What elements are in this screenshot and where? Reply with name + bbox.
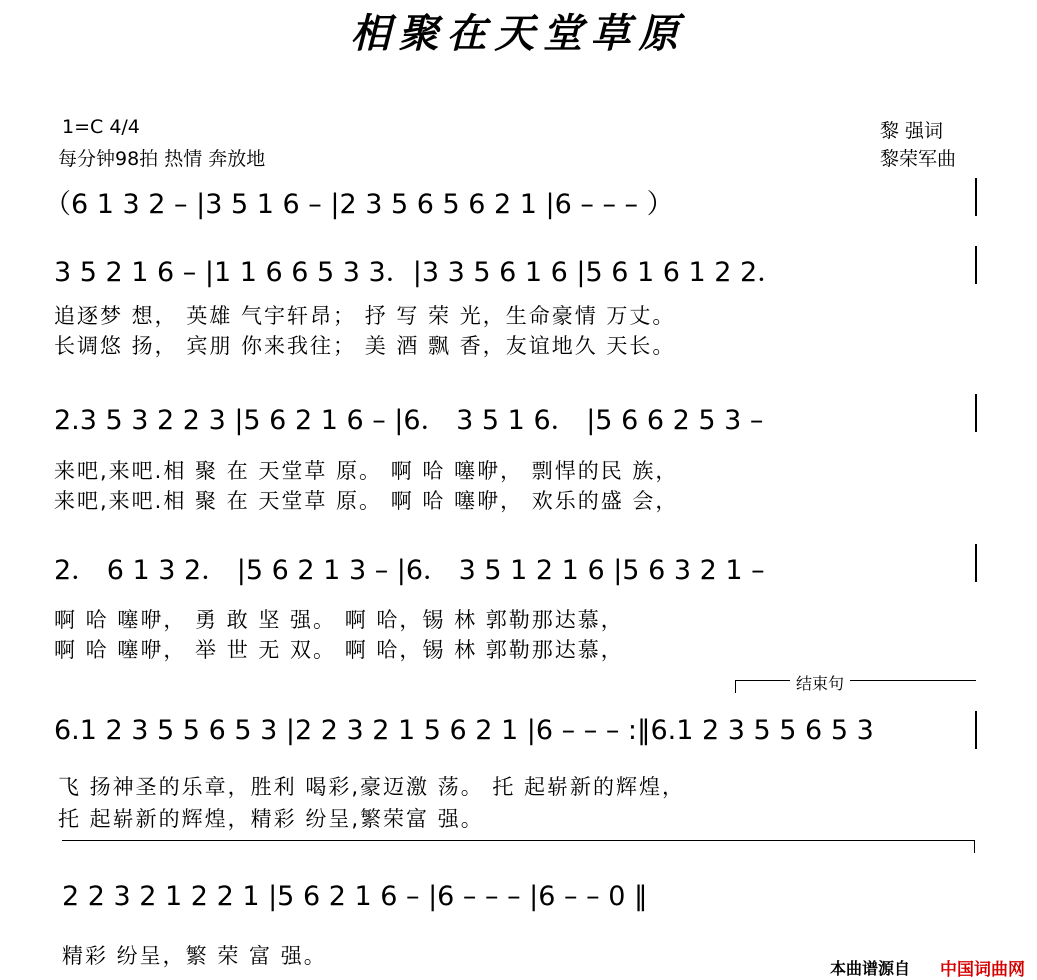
lyricist-credit: 黎 强词 [880,120,944,142]
ending-label: 结束句 [790,671,850,694]
lyrics-verse-1: 飞 扬神圣的乐章，胜利 喝彩,豪迈激 荡。 托 起崭新的辉煌， [58,775,686,799]
composer-credit: 黎荣军曲 [880,148,957,170]
barline-end [975,711,977,749]
barline-end [975,178,977,216]
source-credit: 本曲谱源自 [830,959,911,978]
ending-bracket [735,680,976,693]
lyrics-verse-1: 追逐梦 想， 英雄 气宇轩昂； 抒 写 荣 光，生命豪情 万丈。 [54,304,676,328]
notation-line: 2.3 5 3 2 2 3 |5 6 2 1 6 – |6． 3 5 1 6． |5 6 6 2 5 3 – [54,405,764,436]
lyrics-verse-1: 来吧,来吧.相 聚 在 天堂草 原。 啊 哈 噻咿， 剽悍的民 族， [54,459,679,483]
notation-line: 6.1 2 3 5 5 6 5 3 |2 2 3 2 1 5 6 2 1 |6 – – – :‖6.1 2 3 5 5 6 5 3 [54,715,874,746]
notation-line: 2． 6 1 3 2． |5 6 2 1 3 – |6． 3 5 1 2 1 6 |5 6 3 2 1 – [54,555,765,586]
coda-connector-line [62,840,975,853]
key-time-signature: 1=C 4/4 [62,116,140,138]
notation-line: （6 1 3 2 – |3 5 1 6 – |2 3 5 6 5 6 2 1 |6 – – – ） [44,189,674,220]
song-title: 相聚在天堂草原 [350,10,687,57]
notation-line: 3 5 2 1 6 – |1 1 6 6 5 3 3．|3 3 5 6 1 6 |5 6 1 6 1 2 2． [54,257,785,288]
lyrics-verse-1: 啊 哈 噻咿， 勇 敢 坚 强。 啊 哈，锡 林 郭勒那达慕， [54,608,624,632]
barline-end [975,394,977,432]
barline-end [975,246,977,284]
tempo-marking: 每分钟98拍 热情 奔放地 [58,148,266,170]
lyrics-verse-2: 来吧,来吧.相 聚 在 天堂草 原。 啊 哈 噻咿， 欢乐的盛 会， [54,489,679,513]
lyrics-verse-2: 啊 哈 噻咿， 举 世 无 双。 啊 哈，锡 林 郭勒那达慕， [54,638,624,662]
lyrics-verse-1: 精彩 纷呈，繁 荣 富 强。 [62,944,327,968]
lyrics-verse-2: 长调悠 扬， 宾朋 你来我往； 美 酒 飘 香，友谊地久 天长。 [54,334,676,358]
barline-end [975,544,977,582]
lyrics-verse-2: 托 起崭新的辉煌，精彩 纷呈,繁荣富 强。 [58,807,484,831]
notation-line: 2 2 3 2 1 2 2 1 |5 6 2 1 6 – |6 – – – |6 – – 0 ‖ [62,881,648,912]
site-watermark: 中国词曲网 [940,960,1025,980]
